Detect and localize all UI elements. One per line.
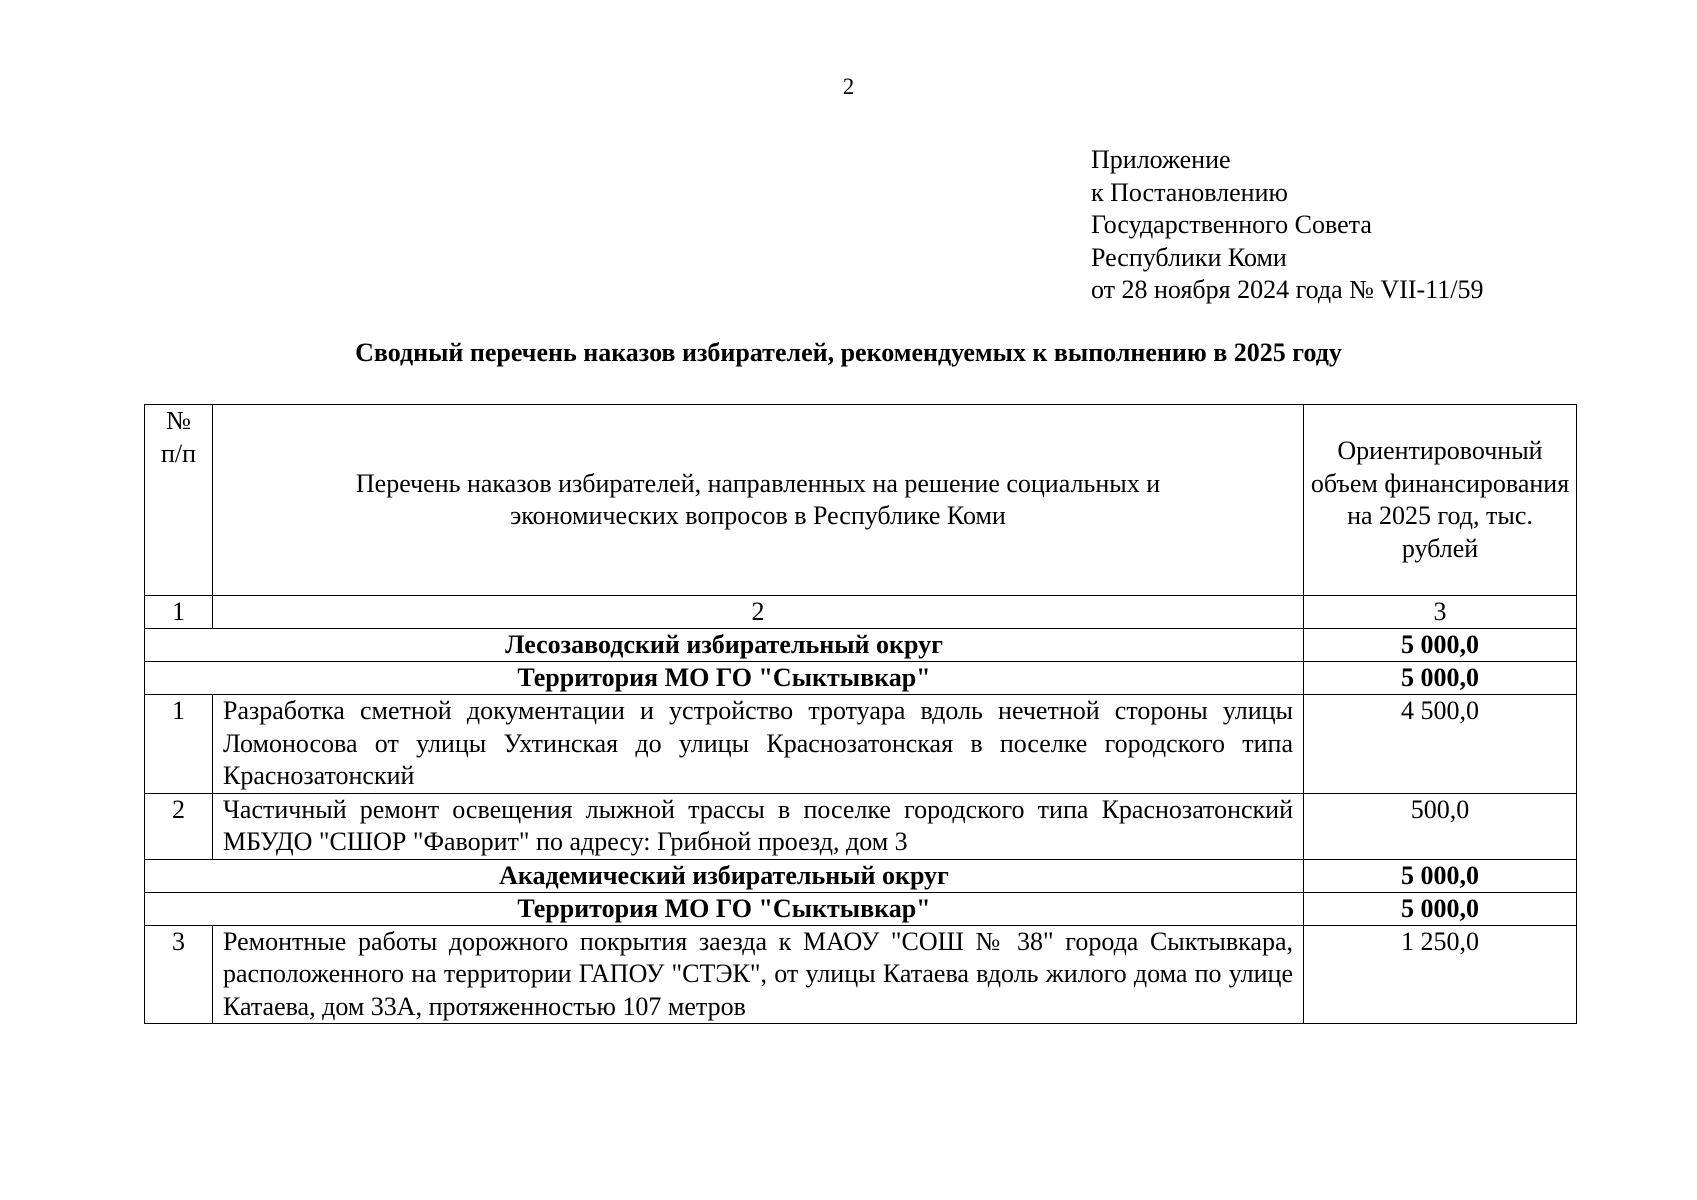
item-sum: 4 500,0 [1304, 695, 1577, 794]
appendix-line: Приложение [1091, 145, 1231, 174]
appendix-line: от 28 ноября 2024 года № VII-11/59 [1091, 275, 1484, 304]
index-cell: 1 [145, 596, 213, 629]
header-text-label: Перечень наказов избирателей, направленных на решение социальных и экономических вопросов в Республике Коми [355, 468, 1161, 530]
item-num: 3 [145, 925, 213, 1024]
group-label: Территория МО ГО "Сыктывкар" [145, 662, 1304, 695]
item-num: 1 [145, 695, 213, 794]
group-row [145, 892, 1577, 925]
group-sum: 5 000,0 [1304, 859, 1577, 892]
appendix-line: Республики Коми [1091, 242, 1287, 272]
table-index-row [145, 596, 1577, 629]
group-label: Академический избирательный округ [145, 859, 1304, 892]
orders-table [144, 404, 1577, 1024]
page-number: 2 [842, 74, 855, 99]
group-sum: 5 000,0 [1304, 662, 1577, 695]
table-header-row [145, 405, 1577, 596]
document-title: Сводный перечень наказов избирателей, рекомендуемых к выполнению в 2025 году [355, 338, 1342, 367]
index-cell: 2 [213, 596, 1304, 629]
index-cell: 3 [1304, 596, 1577, 629]
item-num: 2 [145, 793, 213, 859]
group-row [145, 859, 1577, 892]
header-sum-label: Ориентировочный объем финансирования на 2025 год, тыс. рублей [1310, 436, 1570, 563]
header-num-cell [145, 405, 213, 596]
header-num-label: № п/п [160, 406, 197, 468]
table-row [145, 695, 1577, 794]
table-row [145, 793, 1577, 859]
item-sum: 500,0 [1304, 793, 1577, 859]
group-sum: 5 000,0 [1304, 892, 1577, 925]
appendix-line: к Постановлению [1091, 177, 1288, 207]
table-row [145, 925, 1577, 1024]
group-label: Территория МО ГО "Сыктывкар" [145, 892, 1304, 925]
header-sum-cell [1304, 405, 1577, 596]
group-row [145, 629, 1577, 662]
appendix-line: Государственного Совета [1091, 210, 1372, 239]
group-row [145, 662, 1577, 695]
item-text: Ремонтные работы дорожного покрытия заезда к МАОУ "СОШ № 38" города Сыктывкара, расположенного на территории ГАПОУ "СТЭК", от улицы Катаева вдоль жилого дома по улице Катаева, дом 33А, протяженностью 107 метров [213, 925, 1304, 1024]
item-text: Частичный ремонт освещения лыжной трассы в поселке городского типа Краснозатонский МБУДО "СШОР "Фаворит" по адресу: Грибной проезд, дом 3 [213, 793, 1304, 859]
item-text: Разработка сметной документации и устройство тротуара вдоль нечетной стороны улицы Ломоносова от улицы Ухтинская до улицы Краснозатонская в поселке городского типа Краснозатонский [213, 695, 1304, 794]
header-text-cell [213, 405, 1304, 596]
item-sum: 1 250,0 [1304, 925, 1577, 1024]
group-sum: 5 000,0 [1304, 629, 1577, 662]
group-label: Лесозаводский избирательный округ [145, 629, 1304, 662]
appendix-block [1091, 144, 1483, 307]
